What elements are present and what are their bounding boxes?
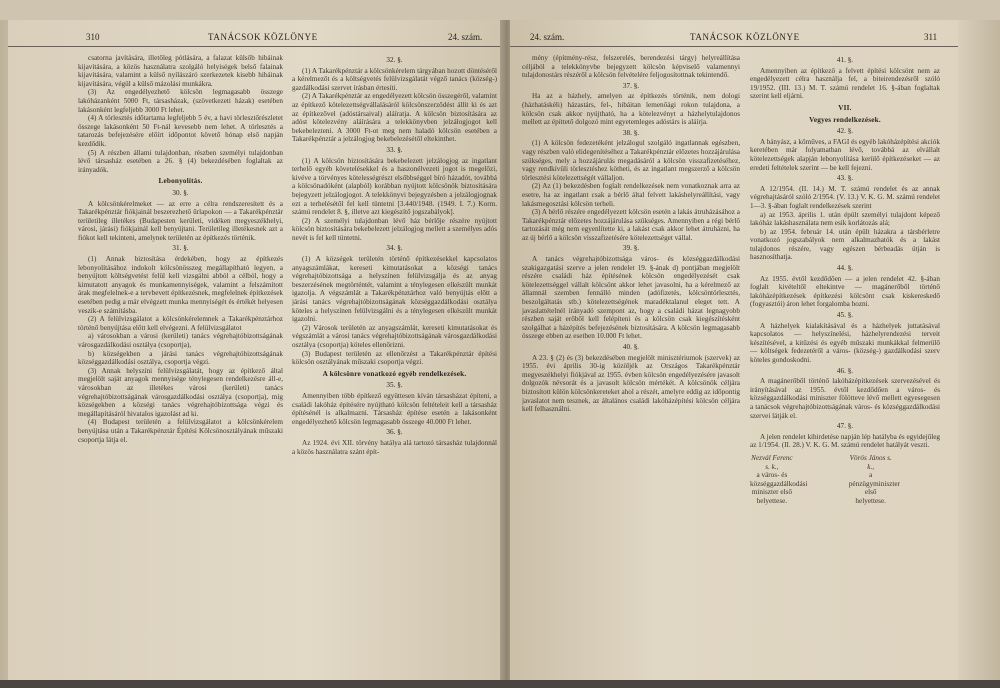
paragraph: A 23. § (2) és (3) bekezdésében megjelölt minisztériumok (szervek) az 1955. évi április 30-ig közöljék az Országos Takarékpénztár megyeszékhelyi fiókjával az 1955. évben kölcsön engedélyezésére javasolt dolgozók névsorát és a javasolt kölcsön mértékét. A kölcsönök céljára biztosított külön kölcsönkereteket ahol a részét, amelyre eddig az időpontig javaslatot nem tesznek, az általános családi lakóházépítési kölcsön céljára kell felhasználni. [522, 353, 740, 414]
paragraph: A házhelyek kialakításával és a házhelyek juttatásával kapcsolatos — helyszínelési, házhelyrendezési terveit készítésével, a kitűzési és egyéb műszaki munkákkal felmerülő — költségek fedezetéről a város- (község-) gazdálkodási szerv köteles gondoskodni. [750, 321, 940, 364]
paragraph: Az 1955. évtől kezdődően — a jelen rendelet 42. §-ában foglalt kivételtől eltekintve — magánerőből történő lakóházépítkezések építkezési kölcsönt csak kiskereskedő (fogyasztói) áron lehet forgalomba hozni. [750, 274, 940, 309]
paragraph: (1) A kölcsön fedezetéként jelzálogul szolgáló ingatlannak egészben, vagy részben való elidegenítéséhez a Takarékpénztár előzetes hozzájárulása szükséges, mely a hozzájárulás megadásáról a kölcsön visszafizetéséhez, vagy rendkívüli törlesztéshez kötheti, és az ingatlant megszerző a kölcsön törlesztési kötelezettségét vállaljon. [522, 139, 740, 182]
paragraph: (2) A Takarékpénztár az engedélyezett kölcsön összegéről, valamint az építkező kötelezettségvállalásáról kölcsönszerződést állít ki és azt az építkezővel (adóstársaival) aláíratja. A kölcsön biztosítására az adóst kötelezvény aláírására a telekkönyvben jelzálogjogot kell bekebelezteni. A 3000 Ft-ot meg nem haladó kölcsön esetében a Takarékpénztár a jelzálogjog bekebelezésétől eltekinthet. [292, 92, 497, 144]
paragraph: A 12/1954. (II. 14.) M. T. számú rendelet és az annak végrehajtásáról szóló 2/1954. (V. 13.) V. K. G. M. számú rendelet 1—3. §-ában foglalt rendelkezések szerint [750, 184, 940, 210]
section-number: 36. §. [386, 428, 403, 437]
paragraph: A tanács végrehajtóbizottsága város- és községgazdálkodási szakigazgatási szerve a jelen rendelet 19. §-ának d) pontjában megjelölt részére családi ház építésének kölcsön engedélyezését csak kötelezettséggel vállalt kölcsönt akkor lehet javasolni, ha a kérelmező az államnál szemben fennálló minden (adófizetés, kölcsöntörlesztés, beszolgáltatás stb.) kötelezettségének maradéktalanul eleget tett. A javaslattételnél irányadó szempont az, hogy a családi házat legnagyobb részben saját erőből kell felépíteni és a kölcsön csak kiegészítésként szolgálhat a házépítés befejezésének biztosítására. A kölcsön legmagasabb összege ebben az esetben 10.000 Ft lehet. [522, 255, 740, 341]
paragraph: (1) Annak biztosítása érdekében, hogy az építkezés lebonyolításához indokolt kölcsönösszeg megállapítható legyen, a benyújtott költségvetést felül kell vizsgálni abból a célból, hogy a kimutatott anyagok és munkamennyiségek, valamint a felszámított árak megfelelnek-e a tervbevett építkezésnek, megfelelnek építkezések esetében pedig a már elvégzett munka mennyiségét és értékét helyesen veszik-e számításba. [78, 255, 283, 315]
paragraph: b) az 1954. február 14. után épült házakra a társbérletre vonatkozó jogszabályok nem alkalmazhatók és a lakást tulajdonos részére, vagy egészen bérbeadás útján is hasznosíthatja. [750, 227, 940, 262]
paragraph: (3) Az engedélyezhető kölcsön legmagasabb összege lakóházanként 5000 Ft, társasházak, (szövetkezeti házak) esetében lakásonként legfeljebb 3000 Ft lehet. [78, 88, 283, 114]
section-heading: A kölcsönre vonatkozó egyéb rendelkezések. [322, 369, 467, 378]
left-column-2 [292, 54, 497, 674]
right-column-1 [522, 54, 740, 674]
paragraph: (3) Annak helyszíni felülvizsgálatát, hogy az építkező által megjelölt saját anyagok mennyisége ténylegesen rendelkezésre áll-e, városokban az illetékes városi (kerületi) tanács végrehajtóbizottságának városgazdálkodási osztálya (csoportja), míg községekben a községi tanács végrehajtóbizottsága végzi és megállapításáról hivatalos igazolást ad ki. [78, 366, 283, 418]
right-page [510, 20, 996, 680]
signatory-role: a pénzügyminiszter első helyettese. [848, 471, 900, 505]
section-number: 44. §. [836, 264, 854, 273]
signatory-role: a város- és községgazdálkodási miniszter első helyettese. [750, 471, 808, 505]
paragraph: A kölcsönkérelmeket — az erre a célra rendszeresített és a Takarékpénztár fiókjainál beszerezhető űrlapokon — a Takarékpénztár területileg illetékes (Budapesten kerületi, vidéken megyeszékhelyi, városi, járási) fiókjainál kell benyújtani. Területileg illetékesnek azt a fiókot kell tekinteni, amelynek területén az építkezés történik. [78, 199, 283, 242]
paragraph: (2) A személyi tulajdonban lévő ház bérlője részére nyújtott kölcsön biztosítására bekebelezett jelzálogjog mellett a személyes adós nevét is fel kell tüntetni. [292, 216, 497, 242]
paragraph: A magánerőből történő lakóházépítkezések szervezésével és irányításával az 1955. évtől kezdődően a város- és községgazdálkodási miniszter fölötteve lévő mellett egyesegesen a tanácsok végrehajtóbizottságának város- és községgazdálkodási szervei látják el. [750, 377, 940, 420]
section-number: 34. §. [386, 244, 403, 253]
section-number: 35. §. [386, 381, 403, 390]
paragraph: A jelen rendelet kihirdetése napján lép hatályba és egyidejűleg az 1/1954. (II. 28.) V. K. G. M. számú rendelet hatályát veszti. [750, 432, 940, 450]
signatory-name: Nezvál Ferenc s. k., [751, 453, 793, 471]
paragraph: a) városokban a városi (kerületi) tanács végrehajtóbizottságának városgazdálkodási osztálya (csoportja), [78, 332, 283, 349]
signature-block [750, 454, 940, 506]
paragraph: Amennyiben több építkező együttesen kíván társasházat építeni, a családi lakóház építésére nyújtható kölcsön feltételeit kell a társasház építésénél is alkalmazni. Társasház építése esetén a lakásonként engedélyezhető kölcsön legmagasabb összege 40.000 Ft lehet. [292, 391, 497, 426]
paragraph: Az 1924. évi XII. törvény hatálya alá tartozó társasház tulajdonnál a közös használatra szánt épít- [292, 438, 497, 456]
table-surface [0, 680, 1000, 688]
paragraph: A bányász, a kőműves, a FAGI és egyéb lakóházépítési akciók keretében már folyamatban lévő, továbbá az elvállalt kötelezettségek alapján lebonyolítása kerülő építkezéseket — az eredeti feltételek szerint — be kell fejezni. [750, 137, 940, 172]
paragraph: (1) A kölcsön biztosítására bekebelezett jelzálogjog az ingatlant terhelő egyéb követelésekkel és a haszonélvezeti jogot is megelőzi, kivéve a törvényes kötelességrészt elsőbbséggel bíró házadót, továbbá a kölcsönadóként (alapból) korábban nyújtott kölcsönök biztosítására bejegyzett jelzálogjogot. A telekkönyvi bejegyzésben a jelzálogjognak ezt a terhelésétől fel kell tüntetni [3.440/1948. (1949. I. 7.) Korm. számú rendelet 8. §, illetve azt kiegészítő jogszabályok]. [292, 156, 497, 217]
paragraph: (3) Budapest területén az ellenőrzést a Takarékpénztár építési kölcsön osztályának műszaki csoportja végzi. [292, 349, 497, 367]
right-column-2 [750, 54, 940, 674]
paragraph: (2) Az (1) bekezdésben foglalt rendelkezések nem vonatkoznak arra az esetre, ha az ingatlant csak a bérlő által felvett lakáshelyreállítási, vagy lakásmegosztási kölcsön terheli. [522, 182, 740, 208]
section-number: 42. §. [836, 127, 854, 136]
paragraph: (2) A felülvizsgálatot a kölcsönkérelemnek a Takarékpénztárhoz történő benyújtása előtt kell elvégezni. A felülvizsgálatot [78, 315, 283, 332]
paragraph: (5) A részben állami tulajdonban, részben személyi tulajdonban lévő társasház esetében a 26. § (4) bekezdésében foglaltak az irányadók. [78, 148, 283, 174]
section-number: 46. §. [836, 366, 854, 375]
section-number: 41. §. [836, 56, 854, 64]
section-number: 30. §. [172, 188, 189, 197]
page-number: 311 [924, 32, 938, 42]
paragraph: (1) A Takarékpénztár a kölcsönkérelem tárgyában hozott döntéséről a kérelmezőt és a költségvetés felülvizsgálatát végző tanács (község-) gazdálkodási szervet írásban értesíti. [292, 66, 497, 92]
paragraph: csatorna javítására, illetőleg pótlására, a falazat külsőb hibáinak kijavítására, a közös használatra szolgáló helyiségek belső falainak kijavítására, valamint a külső nyílászáró szerkezetek kisebb hibáinak kijavítására, végül a külső mázolási munkákra. [78, 54, 283, 88]
paragraph: Ha az a házhely, amelyen az építkezés történik, nem dologi (házhatáskéli) házastárs, fel-, hibáitan lemenőági rokon tulajdona, a kölcsön csak akkor nyújtható, ha a kötelezvényt a házhelytulajdonos mellett az építtető dolgozó mint egyetemleges adóstárs is aláírja. [522, 92, 740, 127]
paragraph: a) az 1953. április 1. után épült személyi tulajdont képező lakóház lakáshasználata nem esik korlátozás alá; [750, 210, 940, 228]
section-number: 32. §. [386, 56, 403, 64]
signature [750, 454, 841, 506]
section-number: 39. §. [622, 244, 640, 253]
section-number: 40. §. [622, 343, 640, 351]
paragraph: b) községekben a járási tanács végrehajtóbizottságának községgazdálkodási osztálya, csoportja végzi. [78, 349, 283, 367]
journal-title: TANÁCSOK KÖZLÖNYE [690, 32, 800, 42]
signature [849, 454, 940, 506]
section-heading: VII. [838, 103, 852, 112]
section-heading: Lebonyolítás. [158, 177, 203, 186]
issue-number: 24. szám. [448, 32, 483, 42]
left-page [8, 20, 508, 680]
section-number: 37. §. [622, 81, 640, 90]
section-number: 31. §. [172, 244, 189, 253]
left-page-header [8, 32, 508, 47]
paragraph: (4) Budapest területén a felülvizsgálatot a kölcsönkérelem benyújtása után a Takarékpénztár Építési Kölcsönosztályának műszaki csoportja látja el. [78, 418, 283, 444]
paragraph: Amennyiben az építkező a felvett építési kölcsönt nem az engedélyezett célra használja fel, a biteirendezésről szóló 19/1952. (III. 13.) M. T. számú rendelet 16. §-ában foglaltak szerint kell eljárni. [750, 66, 940, 101]
right-page-header [510, 32, 996, 47]
journal-title: TANÁCSOK KÖZLÖNYE [208, 32, 318, 42]
left-column-1 [78, 54, 283, 674]
section-number: 33. §. [386, 145, 403, 154]
section-number: 38. §. [622, 128, 640, 137]
section-number: 43. §. [836, 174, 854, 183]
right-edge-shadow [958, 20, 1000, 680]
paragraph: (1) A községek területén történő építkezésekkel kapcsolatos anyagszámlákat, kereseti kimutatásokat a községi tanács végrehajtóbizottsága a helyszínen felülvizsgálja és az anyag beszerzésének megtörténtét, valamint a ténylegesen elkészült munkát igazolja. A végszámlát a Takarékpénztárhoz való benyújtás előtt a járási tanács végrehajtóbizottságának községgazdálkodási osztálya köteles a helyszínen felülvizsgálni és a ténylegesen elkészült munkát igazolni. [292, 255, 497, 324]
section-heading: Vegyes rendelkezések. [809, 115, 881, 124]
signatory-name: Vörös János s. k., [849, 453, 892, 471]
paragraph: (2) Városok területén az anyagszámlát, kereseti kimutatásokat és végszámlát a városi tanács végrehajtóbizottságának városgazdálkodási osztálya (csoportja) köteles ellenőrizni. [292, 323, 497, 349]
page-number: 310 [86, 32, 100, 42]
section-number: 45. §. [836, 311, 854, 320]
issue-number: 24. szám. [530, 32, 565, 42]
paragraph: (4) A törlesztés időtartama legfeljebb 5 év, a havi törlesztőrészletet összege lakásonként 50 Ft-nál kevesebb nem lehet. A törlesztés a tatarozás befejezésére előírt időpontot követő hónap első napján kezdődik. [78, 114, 283, 148]
paragraph: mény (építmény-rész, felszerelés, berendezési tárgy) helyreállítása céljából a telekkönyvbe bejegyzett kölcsön képviselő valamennyi tulajdonostárs részéről a kölcsön felvételére feljogosítottnak tekintendő. [522, 54, 740, 80]
section-number: 47. §. [836, 422, 854, 431]
paragraph: (3) A bérlő részére engedélyezett kölcsön esetén a lakás átruházásához a Takarékpénztár előzetes hozzájárulása szükséges. Amennyiben a régi bérlő tartozását még nem egyenlítette ki, a lakást csak akkor lehet átruházni, ha az új bérlő a kölcsön visszafizetésére kötelezettséget vállal. [522, 208, 740, 242]
